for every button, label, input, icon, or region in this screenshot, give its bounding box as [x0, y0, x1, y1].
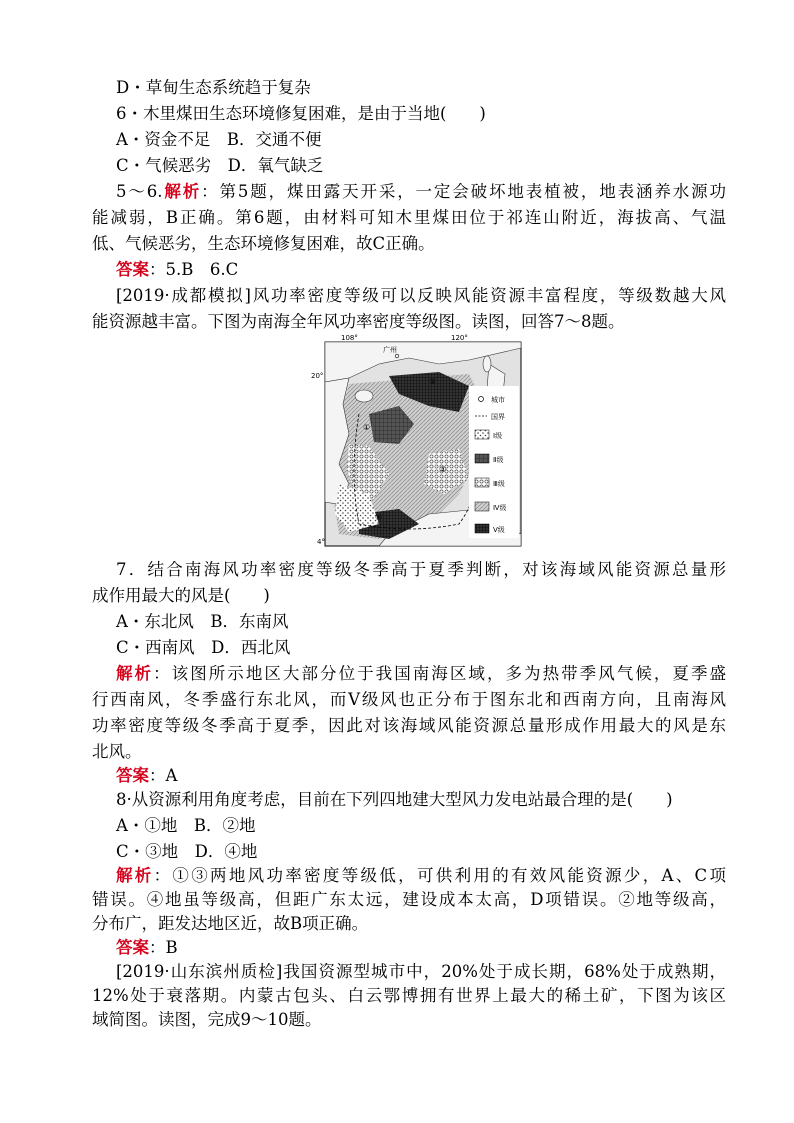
- legend-level4-label: Ⅳ级: [493, 504, 507, 512]
- q8-options-ab: A・①地 B．②地: [116, 816, 256, 835]
- q7-answer: [116, 764, 726, 788]
- analysis-text: ：该图所示地区大部分位于我国南海区域，多为热带季风气候，夏季盛: [153, 664, 726, 683]
- q7-options-ab: A・东北风 B．东南风: [116, 612, 289, 631]
- lon-108-label: 108°: [341, 334, 358, 342]
- legend-level5-label: Ⅴ级: [493, 526, 505, 534]
- q8-stem: 8·从资源利用角度考虑，目前在下列四地建大型风力发电站最合理的是( ): [116, 790, 673, 809]
- answer-label: 答案: [116, 766, 149, 785]
- q8-analysis-line1: [116, 864, 726, 888]
- analysis-text: ：①③两地风功率密度等级低，可供利用的有效风能资源少，A、C项: [153, 866, 726, 885]
- q7-stem-line1: 7．结合南海风功率密度等级冬季高于夏季判断，对该海域风能资源总量形: [116, 560, 726, 579]
- q6-options-cd: C・气候恶劣 D．氧气缺乏: [116, 156, 324, 175]
- answer-value: ：A: [149, 766, 178, 785]
- q8-analysis-line2: 错误。④地虽等级高，但距广东太远，建设成本太高，D项错误。②地等级高，: [92, 890, 726, 909]
- answer-value: ：B: [149, 938, 178, 957]
- q6-options-ab: A・资金不足 B．交通不便: [116, 130, 322, 149]
- q7-analysis-line1: [116, 662, 726, 686]
- legend-level5-swatch: [475, 524, 489, 533]
- q7-stem-line2: 成作用最大的风是( ): [92, 586, 270, 605]
- q8-analysis-line3: 分布广，距发达地区近，故B项正确。: [92, 914, 369, 933]
- legend-level2-swatch: [475, 454, 489, 463]
- q7-analysis-line3: 功率密度等级冬季高于夏季，因此对该海域风能资源总量形成作用最大的风是东: [92, 716, 726, 735]
- legend-level4-swatch: [475, 502, 489, 511]
- map-marker-4: ④: [375, 513, 383, 522]
- answer-label: 答案: [116, 938, 149, 957]
- q6-stem: 6・木里煤田生态环境修复困难，是由于当地( ): [116, 104, 486, 123]
- map-marker-3: ③: [439, 465, 447, 474]
- answer-label: 答案: [116, 260, 149, 279]
- city-guangzhou-label: 广州: [383, 346, 397, 354]
- legend-border-label: 国界: [491, 413, 505, 421]
- map-marker-1: ①: [363, 423, 371, 432]
- analysis-label: 解析: [116, 866, 154, 885]
- q8-answer: [116, 936, 726, 960]
- legend-level2-label: Ⅱ级: [493, 456, 504, 464]
- q7-analysis-line2: 行西南风，冬季盛行东北风，而Ⅴ级风也正分布于图东北和西南方向，且南海风: [92, 690, 726, 709]
- answer-5-6: [116, 258, 726, 282]
- analysis-5-6-line3: 低、气候恶劣，生态环境修复困难，故C正确。: [92, 234, 435, 253]
- analysis-label: 解析: [162, 182, 202, 201]
- intro-9-10-line1: [2019·山东滨州质检]我国资源型城市中，20%处于成长期，68%处于成熟期，: [116, 962, 726, 981]
- analysis-text: ：第5题，煤田露天开采，一定会破坏地表植被，地表涵养水源功: [201, 182, 727, 201]
- lat-4-label: 4°: [317, 538, 325, 546]
- legend-level1-swatch: [475, 430, 489, 439]
- analysis-label: 解析: [116, 664, 154, 683]
- analysis-5-6-line2: 能减弱，B正确。第6题，由材料可知木里煤田位于祁连山附近，海拔高、气温: [92, 208, 726, 227]
- intro-7-8-line2: 能资源越丰富。下图为南海全年风功率密度等级图。读图，回答7～8题。: [92, 312, 625, 331]
- q8-options-cd: C・③地 D．④地: [116, 842, 258, 861]
- map-marker-2: ②: [429, 377, 437, 386]
- analysis-prefix: 5～6.: [116, 182, 163, 201]
- legend-city-label: 城市: [491, 396, 505, 404]
- lon-120-label: 120°: [451, 334, 468, 342]
- analysis-5-6-line1: [116, 180, 726, 204]
- legend-level1-label: Ⅰ级: [493, 432, 503, 440]
- answer-value: ：5.B 6.C: [149, 260, 239, 279]
- q7-options-cd: C・西南风 D．西北风: [116, 638, 291, 657]
- q7-analysis-line4: 北风。: [92, 742, 142, 761]
- lat-20-label: 20°: [311, 372, 324, 380]
- legend-level3-swatch: [475, 478, 489, 487]
- legend-level3-label: Ⅲ级: [493, 480, 505, 488]
- intro-7-8-line1: [2019·成都模拟]风功率密度等级可以反映风能资源丰富程度，等级数越大风: [116, 286, 726, 305]
- intro-9-10-line2: 12%处于衰落期。内蒙古包头、白云鄂博拥有世界上最大的稀土矿，下图为该区: [92, 986, 726, 1005]
- intro-9-10-line3: 域简图。读图，完成9～10题。: [92, 1010, 322, 1029]
- south-china-sea-wind-map: [311, 334, 525, 548]
- q5-option-d: D・草甸生态系统趋于复杂: [116, 78, 311, 97]
